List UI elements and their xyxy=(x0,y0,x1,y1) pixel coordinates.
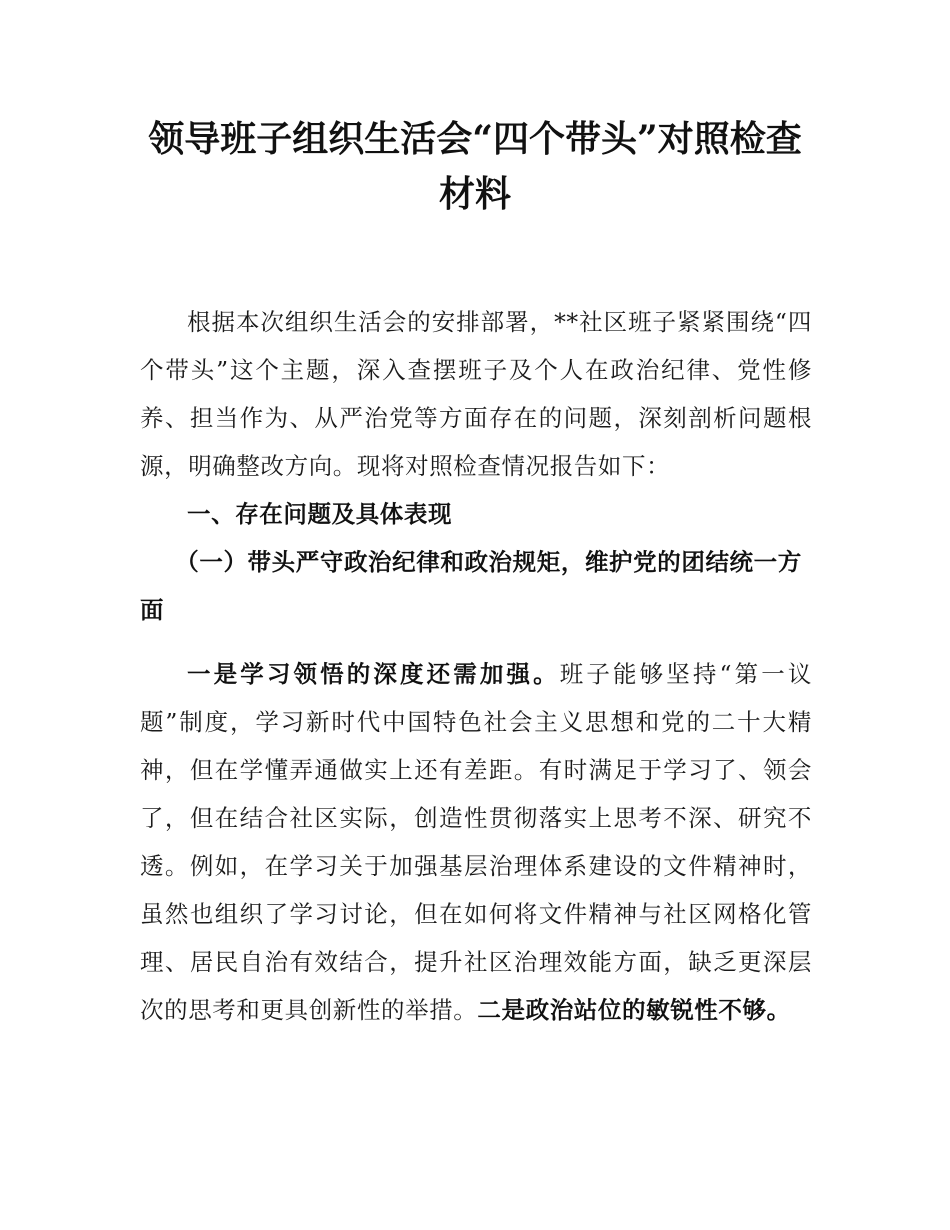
point-2-lead: 二是政治站位的敏锐性不够。 xyxy=(477,996,791,1024)
point-1-lead: 一是学习领悟的深度还需加强。 xyxy=(187,660,560,688)
intro-paragraph: 根据本次组织生活会的安排部署，**社区班子紧紧围绕“四个带头”这个主题，深入查摆班子及个人在政治纪律、党性修养、担当作为、从严治党等方面存在的问题，深刻剖析问题根源，明确整改方向。现将对照检查情况报告如下： xyxy=(140,308,812,480)
section-heading: 一、存在问题及具体表现 xyxy=(187,500,453,528)
point-1-body: 班子能够坚持“第一议题”制度，学习新时代中国特色社会主义思想和党的二十大精神，但在学懂弄通做实上还有差距。有时满足于学习了、领会了，但在结合社区实际，创造性贯彻落实上思考不深、研究不透。例如，在学习关于加强基层治理体系建设的文件精神时，虽然也组织了学习讨论，但在如何将文件精神与社区网格化管理、居民自治有效结合，提升社区治理效能方面，缺乏更深层次的思考和更具创新性的举措。 xyxy=(140,660,813,1024)
document-title: 领导班子组织生活会“四个带头”对照检查材料 xyxy=(148,118,802,215)
subsection-heading: （一）带头严守政治纪律和政治规矩，维护党的团结统一方面 xyxy=(140,548,802,624)
problem-paragraph xyxy=(140,650,812,1034)
document-body xyxy=(140,298,812,1034)
